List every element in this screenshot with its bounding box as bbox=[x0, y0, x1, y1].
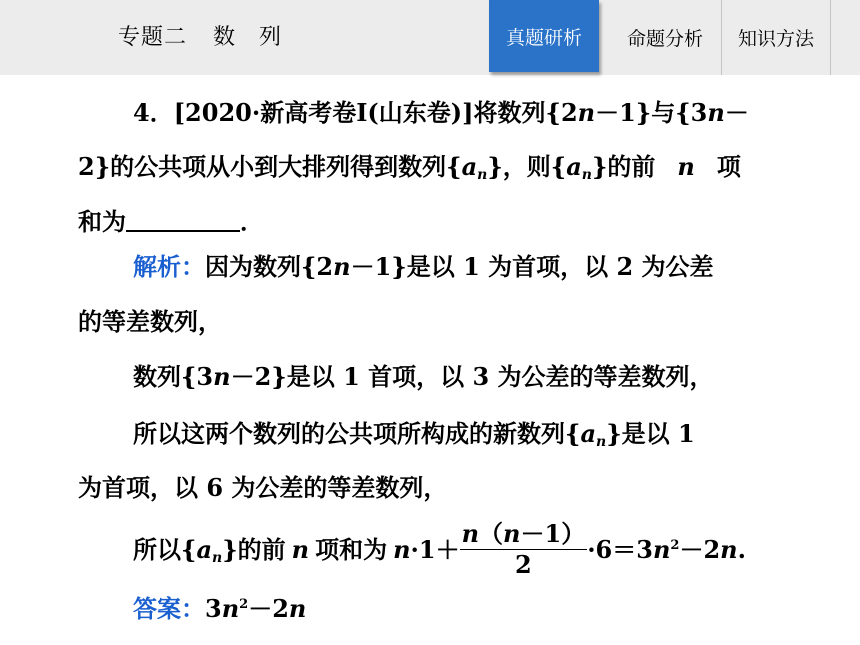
text: 的等差数列， bbox=[78, 307, 222, 336]
solution-label: 解析： bbox=[133, 252, 205, 281]
var-n: n bbox=[652, 535, 671, 564]
text: －2 bbox=[248, 594, 289, 623]
header-bar bbox=[0, 0, 860, 75]
solution-line-4 bbox=[133, 419, 695, 457]
text: 和为 bbox=[78, 207, 126, 236]
var-n: n bbox=[212, 550, 223, 566]
text: －2}是以 1 首项，以 3 为公差的等差数列， bbox=[230, 362, 714, 391]
tab-zhenti-label: 真题研析 bbox=[505, 26, 582, 49]
tab-divider bbox=[830, 0, 831, 75]
text: . bbox=[737, 535, 746, 564]
answer-blank bbox=[126, 208, 240, 232]
tab-zhishi-label: 知识方法 bbox=[737, 28, 814, 50]
var-n: n bbox=[677, 152, 695, 181]
text: 所以{ bbox=[133, 535, 197, 564]
text: 数列{3 bbox=[133, 362, 214, 391]
var-n: n bbox=[577, 98, 596, 127]
exponent: 2 bbox=[670, 538, 680, 553]
section-part1: 专题二 bbox=[118, 25, 188, 50]
text: }的前 bbox=[222, 535, 286, 564]
text: }，则{ bbox=[487, 152, 567, 181]
var-n: n bbox=[333, 252, 351, 281]
var-n: n bbox=[707, 98, 725, 127]
text: 项 bbox=[716, 152, 741, 181]
var-n: n bbox=[461, 519, 480, 548]
var-n: n bbox=[288, 594, 307, 623]
solution-line-3 bbox=[133, 362, 714, 392]
var-n: n bbox=[213, 362, 231, 391]
text: ·6＝3 bbox=[587, 535, 653, 564]
section-part2: 数 列 bbox=[213, 25, 283, 50]
text: 将数列{2 bbox=[473, 98, 578, 127]
text: －1） bbox=[520, 519, 586, 548]
text: 项和为 bbox=[315, 535, 388, 564]
text: （ bbox=[479, 519, 504, 548]
answer-label: 答案： bbox=[133, 594, 205, 623]
fraction-numerator bbox=[460, 519, 588, 550]
text: 2}的公共项从小到大排列得到数列{ bbox=[78, 152, 462, 181]
var-a: a bbox=[461, 152, 478, 181]
text: 为首项，以 6 为公差的等差数列， bbox=[78, 473, 448, 502]
text: －1}是以 1 为首项，以 2 为公差 bbox=[350, 252, 714, 281]
var-n: n bbox=[393, 535, 411, 564]
problem-line-2 bbox=[78, 152, 741, 190]
text: }的前 bbox=[591, 152, 656, 181]
text: － bbox=[724, 98, 749, 127]
text: }是以 1 bbox=[606, 419, 695, 448]
text: 3 bbox=[205, 594, 222, 623]
var-n: n bbox=[503, 519, 521, 548]
text: 所以这两个数列的公共项所构成的新数列{ bbox=[133, 419, 581, 448]
tab-zhishi[interactable] bbox=[722, 0, 830, 75]
text: ·1＋ bbox=[410, 535, 460, 564]
problem-line-1 bbox=[133, 98, 749, 128]
var-n: n bbox=[596, 434, 607, 450]
text: －2 bbox=[679, 535, 721, 564]
solution-line-5 bbox=[78, 473, 447, 503]
var-a: a bbox=[580, 419, 596, 448]
tab-mingti[interactable] bbox=[610, 0, 720, 75]
var-a: a bbox=[196, 535, 212, 564]
tab-mingti-label: 命题分析 bbox=[626, 28, 703, 50]
text: ． bbox=[240, 207, 264, 236]
var-n: n bbox=[477, 167, 488, 183]
problem-source: [2020·新高考卷Ⅰ(山东卷)] bbox=[173, 98, 474, 127]
var-a: a bbox=[566, 152, 582, 181]
var-n: n bbox=[581, 167, 592, 183]
var-n: n bbox=[221, 594, 240, 623]
text: －1}与{3 bbox=[595, 98, 708, 127]
text: 因为数列{2 bbox=[205, 252, 334, 281]
tab-zhenti[interactable] bbox=[489, 0, 599, 72]
answer-line bbox=[133, 590, 306, 624]
section-title bbox=[118, 20, 282, 51]
problem-number: 4． bbox=[133, 98, 174, 127]
fraction-denominator: 2 bbox=[515, 550, 532, 579]
problem-line-3 bbox=[78, 207, 264, 237]
var-n: n bbox=[291, 535, 310, 564]
var-n: n bbox=[720, 535, 738, 564]
exponent: 2 bbox=[239, 597, 249, 612]
solution-line-6 bbox=[133, 516, 746, 588]
solution-line-2 bbox=[78, 307, 222, 337]
solution-line-1 bbox=[133, 252, 714, 282]
fraction bbox=[460, 519, 588, 580]
